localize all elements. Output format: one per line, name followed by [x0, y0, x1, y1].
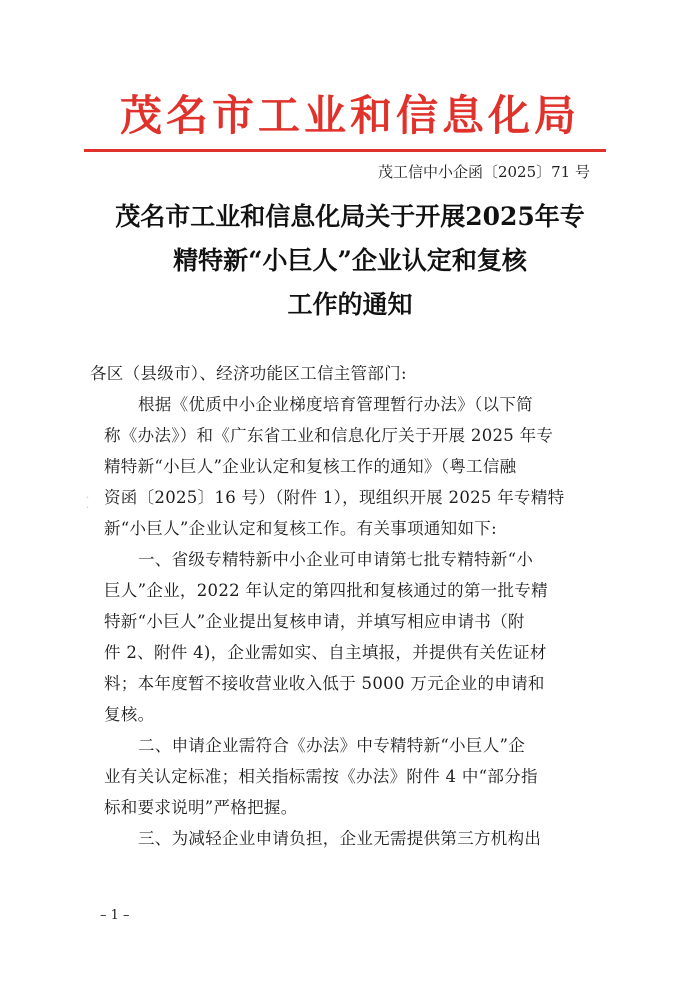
body-line: 件 2、附件 4)，企业需如实、自主填报，并提供有关佐证材 [104, 643, 547, 662]
scan-speck-decoration: · · [86, 493, 90, 514]
title-line: 茂名市工业和信息化局关于开展2025年专 [115, 202, 585, 231]
document-number: 茂工信中小企函〔2025〕71 号 [377, 163, 590, 181]
body-line: 精特新“小巨人”企业认定和复核工作的通知》（粤工信融 [104, 457, 517, 476]
document-title [70, 195, 630, 327]
body-line: 一、省级专精特新中小企业可申请第七批专精特新“小 [138, 550, 534, 569]
body-line: 资函〔2025〕16 号）（附件 1），现组织开展 2025 年专精特 [104, 488, 565, 507]
red-divider-line [84, 149, 606, 152]
body-line: 根据《优质中小企业梯度培育管理暂行办法》（以下简 [138, 395, 533, 414]
body-line: 称《办法》）和《广东省工业和信息化厅关于开展 2025 年专 [104, 426, 554, 445]
body-line: 标和要求说明”严格把握。 [104, 798, 298, 817]
title-line: 精特新“小巨人”企业认定和复核 [173, 246, 527, 275]
body-line: 特新“小巨人”企业提出复核申请，并填写相应申请书（附 [104, 612, 525, 631]
salutation: 各区（县级市）、经济功能区工信主管部门: [90, 364, 407, 383]
issuing-authority-header: 茂名市工业和信息化局 [119, 91, 580, 140]
body-line: 三、为减轻企业申请负担，企业无需提供第三方机构出 [138, 829, 542, 848]
body-line: 新“小巨人”企业认定和复核工作。有关事项通知如下: [104, 519, 497, 538]
body-line: 料；本年度暂不接收营业收入低于 5000 万元企业的申请和 [104, 674, 545, 693]
body-line: 复核。 [104, 705, 155, 724]
body-line: 巨人”企业，2022 年认定的第四批和复核通过的第一批专精 [104, 581, 548, 600]
title-line: 工作的通知 [287, 290, 413, 319]
body-line: 二、申请企业需符合《办法》中专精特新“小巨人”企 [138, 736, 526, 755]
page-number: – 1 – [100, 908, 130, 923]
document-body [90, 358, 588, 854]
body-line: 业有关认定标准；相关指标需按《办法》附件 4 中“部分指 [104, 767, 538, 786]
